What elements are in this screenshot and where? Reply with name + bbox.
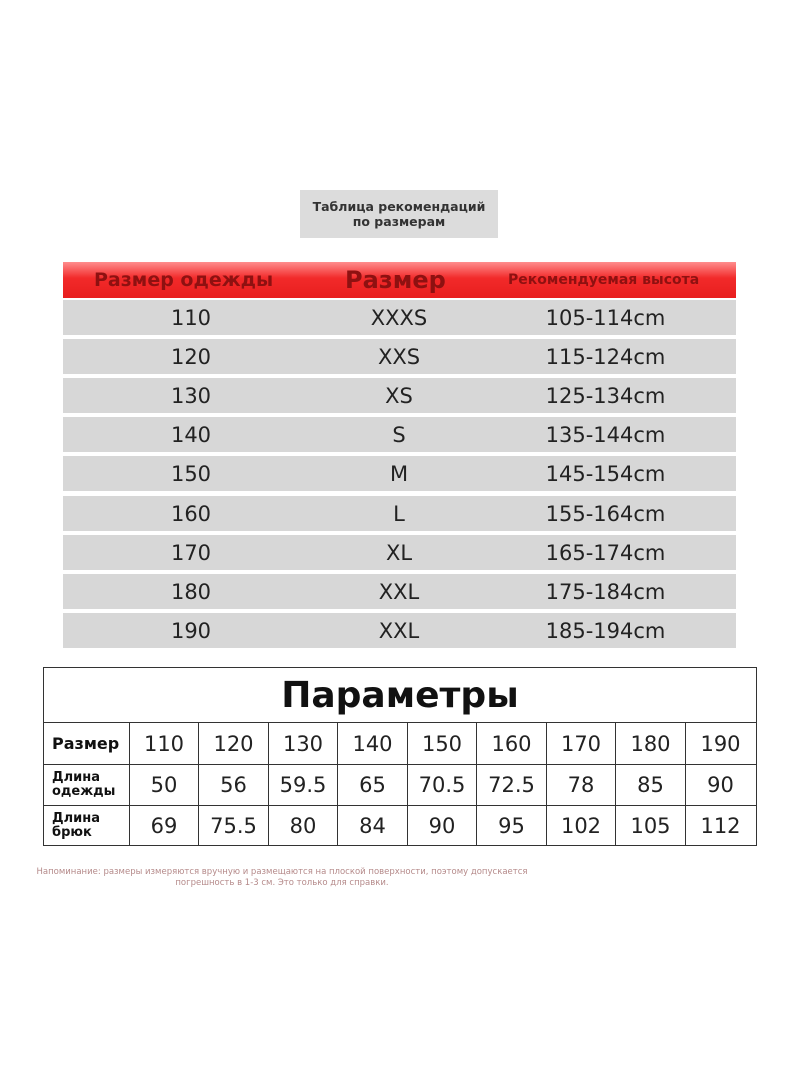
parameters-value-cell: 59.5: [269, 764, 338, 805]
size-cell: S: [392, 422, 406, 447]
parameters-value-cell: 65: [339, 764, 408, 805]
parameters-value-cell: 85: [617, 764, 686, 805]
parameters-title: Параметры: [44, 668, 756, 723]
size-cell: XL: [385, 540, 413, 565]
size-table-row: [63, 300, 736, 335]
note-line-2: погрешность в 1-3 см. Это только для справки.: [175, 878, 389, 888]
clothing-size-cell: 120: [170, 344, 212, 369]
size-table-row: [63, 574, 736, 609]
parameters-label-line: Длина: [52, 769, 100, 785]
parameters-value-cell: 170: [547, 723, 616, 764]
clothing-size-cell: 160: [170, 501, 212, 526]
parameters-value-cell: 160: [478, 723, 547, 764]
parameters-value-cell: 84: [339, 805, 408, 846]
height-cell: 115-124cm: [545, 344, 666, 369]
parameters-value-cell: 110: [130, 723, 199, 764]
parameters-value-cell: 69: [130, 805, 199, 846]
height-cell: 145-154cm: [545, 461, 666, 486]
parameters-row-label: [44, 805, 130, 846]
parameters-value-cell: 150: [408, 723, 477, 764]
parameters-value-cell: 78: [547, 764, 616, 805]
parameters-value-cell: 70.5: [408, 764, 477, 805]
height-cell: 185-194cm: [545, 618, 666, 643]
clothing-size-cell: 130: [170, 383, 212, 408]
note-line-1: Напоминание: размеры измеряются вручную и размещаются на плоской поверхности, поэтому допускается: [36, 867, 528, 877]
height-cell: 125-134cm: [545, 383, 666, 408]
parameters-row-label: [44, 764, 130, 805]
height-cell: 105-114cm: [545, 305, 666, 330]
size-cell: XXL: [378, 618, 420, 643]
parameters-label-line: брюк: [52, 824, 92, 840]
parameters-table: [43, 667, 757, 846]
parameters-value-cell: 90: [707, 772, 734, 797]
parameters-value-cell: 105: [617, 805, 686, 846]
clothing-size-cell: 110: [170, 305, 212, 330]
height-cell: 155-164cm: [545, 501, 666, 526]
parameters-label-line: Длина: [52, 810, 100, 826]
size-table-row: [63, 496, 736, 531]
parameters-value-cell: 190: [700, 731, 741, 756]
height-cell: 165-174cm: [545, 540, 666, 565]
parameters-label-line: Размер: [52, 734, 120, 753]
size-table-row: [63, 613, 736, 648]
size-table-header: [63, 262, 736, 298]
parameters-row-label: [44, 723, 130, 764]
parameters-value-cell: 56: [200, 764, 269, 805]
parameters-value-cell: 80: [269, 805, 338, 846]
clothing-size-cell: 180: [170, 579, 212, 604]
clothing-size-cell: 150: [170, 461, 212, 486]
height-cell: 135-144cm: [545, 422, 666, 447]
parameters-row: [44, 723, 756, 765]
header-size: Размер: [345, 266, 446, 294]
parameters-value-cell: 75.5: [200, 805, 269, 846]
size-cell: L: [393, 501, 405, 526]
parameters-value-cell: 72.5: [478, 764, 547, 805]
size-table-row: [63, 417, 736, 452]
height-cell: 175-184cm: [545, 579, 666, 604]
header-recommended-height: Рекомендуемая высота: [508, 272, 700, 288]
size-table-row: [63, 339, 736, 374]
parameters-value-cell: 130: [269, 723, 338, 764]
size-cell: M: [389, 461, 409, 486]
clothing-size-cell: 190: [170, 618, 212, 643]
parameters-value-cell: 102: [547, 805, 616, 846]
measurement-note: [22, 867, 542, 889]
parameters-row: [44, 805, 756, 846]
parameters-value-cell: 95: [478, 805, 547, 846]
size-cell: XXS: [377, 344, 421, 369]
parameters-value-cell: 180: [617, 723, 686, 764]
header-clothing-size: Размер одежды: [94, 269, 274, 291]
parameters-label-line: одежды: [52, 783, 116, 799]
parameters-value-cell: 140: [339, 723, 408, 764]
parameters-value-cell: 90: [408, 805, 477, 846]
size-table-row: [63, 456, 736, 491]
size-table-row: [63, 535, 736, 570]
size-table-row: [63, 378, 736, 413]
parameters-value-cell: 120: [200, 723, 269, 764]
parameters-row: [44, 764, 756, 806]
clothing-size-cell: 170: [170, 540, 212, 565]
title-line-1: Таблица рекомендаций: [312, 199, 486, 214]
parameters-value-cell: 112: [700, 813, 741, 838]
size-cell: XXXS: [370, 305, 428, 330]
size-cell: XXL: [378, 579, 420, 604]
parameters-value-cell: 50: [130, 764, 199, 805]
clothing-size-cell: 140: [170, 422, 212, 447]
title-line-2: по размерам: [352, 214, 446, 229]
title-box: [300, 190, 498, 238]
size-cell: XS: [385, 383, 413, 408]
